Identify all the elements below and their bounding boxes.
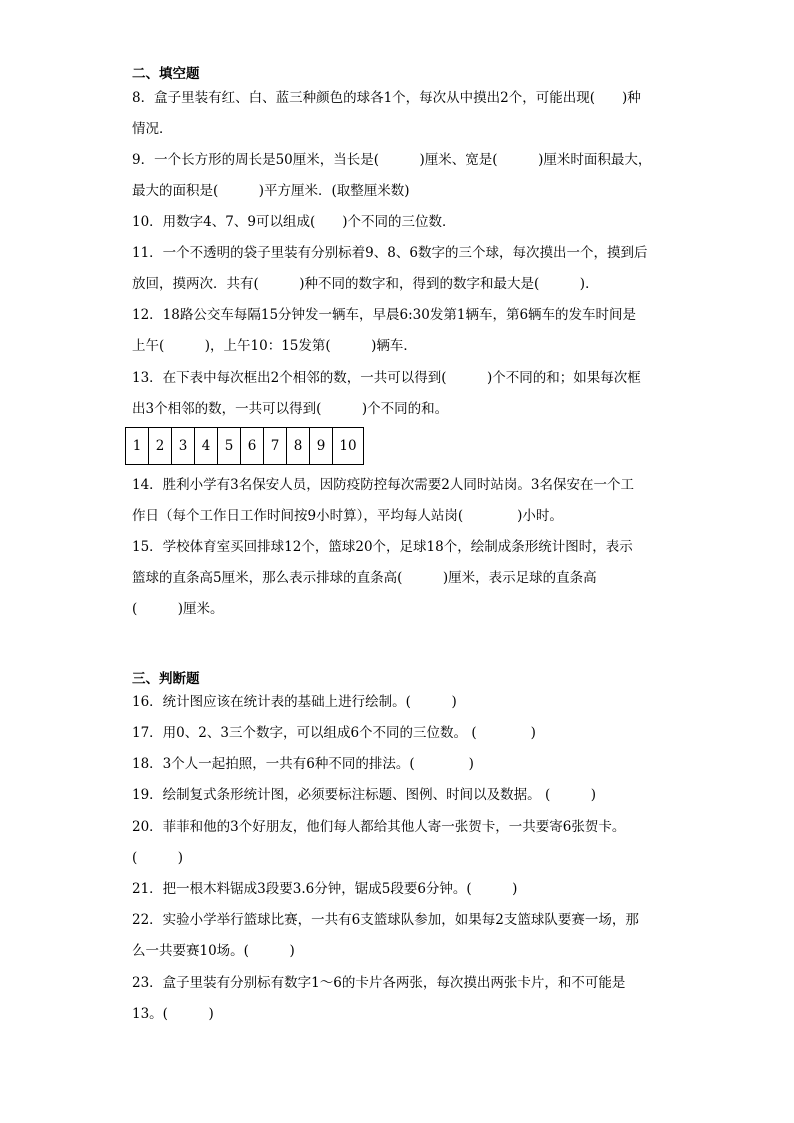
question-12-line-1: 12．18路公交车每隔15分钟发一辆车，早晨6:30发第1辆车，第6辆车的发车时间是	[132, 307, 637, 323]
question-9-line-2: 最大的面积是( )平方厘米．(取整厘米数)	[132, 183, 410, 199]
question-15-line-3: ( )厘米。	[132, 601, 224, 617]
number-cell: 6	[241, 428, 264, 465]
question-16-line-1: 16．统计图应该在统计表的基础上进行绘制。( )	[132, 694, 457, 710]
number-cell: 4	[195, 428, 218, 465]
question-23-line-1: 23．盒子里装有分别标有数字1～6的卡片各两张，每次摸出两张卡片，和不可能是	[132, 975, 626, 991]
question-15-line-2: 篮球的直条高5厘米，那么表示排球的直条高( )厘米，表示足球的直条高	[132, 570, 597, 586]
number-cell: 10	[333, 428, 364, 465]
question-11-line-2: 放回，摸两次．共有( )种不同的数字和，得到的数字和最大是( )．	[132, 276, 599, 292]
question-22-line-1: 22．实验小学举行篮球比赛，一共有6支篮球队参加，如果每2支篮球队要赛一场，那	[132, 912, 639, 928]
question-12-line-2: 上午( )，上午10：15发第( )辆车．	[132, 338, 417, 354]
question-20-line-1: 20．菲菲和他的3个好朋友，他们每人都给其他人寄一张贺卡，一共要寄6张贺卡。	[132, 819, 626, 835]
section-fill-blank-title: 二、填空题	[132, 66, 200, 82]
number-cell: 3	[172, 428, 195, 465]
question-13-line-2: 出3个相邻的数，一共可以得到( )个不同的和。	[132, 401, 449, 417]
question-18-line-1: 18．3个人一起拍照，一共有6种不同的排法。( )	[132, 756, 474, 772]
number-cell: 2	[149, 428, 172, 465]
question-19-line-1: 19．绘制复式条形统计图，必须要标注标题、图例、时间以及数据。 ( )	[132, 787, 597, 803]
question-17-line-1: 17．用0、2、3三个数字，可以组成6个不同的三位数。 ( )	[132, 725, 536, 741]
question-20-line-2: ( )	[132, 850, 184, 866]
question-14-line-2: 作日（每个工作日工作时间按9小时算），平均每人站岗( )小时。	[132, 508, 563, 524]
question-9-line-1: 9．一个长方形的周长是50厘米，当长是( )厘米、宽是( )厘米时面积最大，	[132, 152, 652, 168]
question-15-line-1: 15．学校体育室买回排球12个，篮球20个，足球18个，绘制成条形统计图时，表示	[132, 539, 633, 555]
number-cell: 9	[310, 428, 333, 465]
question-21-line-1: 21．把一根木料锯成3段要3.6分钟，锯成5段要6分钟。( )	[132, 881, 518, 897]
question-11-line-1: 11．一个不透明的袋子里装有分别标着9、8、6数字的三个球，每次摸出一个，摸到后	[132, 245, 648, 261]
question-14-line-1: 14．胜利小学有3名保安人员，因防疫防控每次需要2人同时站岗。3名保安在一个工	[132, 477, 634, 493]
question-23-line-2: 13。( )	[132, 1006, 214, 1022]
section-judgment-title: 三、判断题	[132, 671, 200, 687]
number-cell: 1	[126, 428, 149, 465]
number-table-row	[126, 428, 364, 465]
question-8-line-2: 情况．	[132, 121, 173, 137]
number-cell: 7	[264, 428, 287, 465]
number-cell: 8	[287, 428, 310, 465]
question-8-line-1: 8．盒子里装有红、白、蓝三种颜色的球各1个，每次从中摸出2个，可能出现( )种	[132, 90, 641, 106]
question-13-line-1: 13．在下表中每次框出2个相邻的数，一共可以得到( )个不同的和；如果每次框	[132, 370, 641, 386]
question-22-line-2: 么一共要赛10场。( )	[132, 943, 295, 959]
question-10-line-1: 10．用数字4、7、9可以组成( )个不同的三位数．	[132, 214, 456, 230]
number-cell: 5	[218, 428, 241, 465]
number-table	[125, 427, 364, 465]
